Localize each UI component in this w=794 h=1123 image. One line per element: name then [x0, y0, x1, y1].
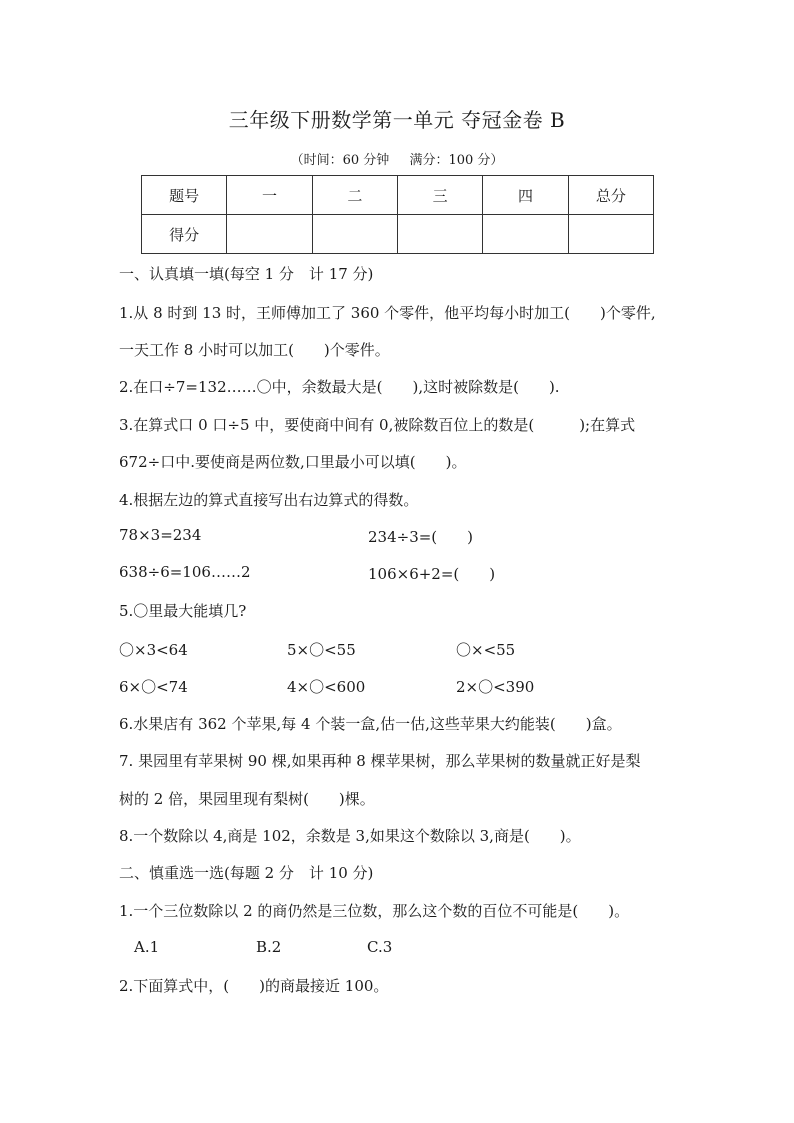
equation: 5×〇<55 — [287, 641, 356, 659]
question-text: 672÷口中.要使商是两位数,口里最小可以填( )。 — [119, 453, 467, 471]
score-cell: 题号 — [142, 176, 227, 215]
question-text: 5.〇里最大能填几? — [119, 602, 247, 620]
exam-score: 满分：100 分） — [409, 153, 504, 168]
page-title: 三年级下册数学第一单元 夺冠金卷 B — [228, 108, 566, 132]
equation: 〇×3<64 — [119, 641, 188, 659]
section-heading: 一、认真填一填(每空 1 分 计 17 分) — [119, 265, 374, 283]
score-blank-cell[interactable] — [483, 215, 568, 254]
section-heading: 二、慎重选一选(每题 2 分 计 10 分) — [119, 864, 374, 882]
question-text: 1.一个三位数除以 2 的商仍然是三位数，那么这个数的百位不可能是( )。 — [119, 902, 630, 920]
equation: 6×〇<74 — [119, 678, 188, 696]
score-blank-cell[interactable] — [397, 215, 482, 254]
equation: 4×〇<600 — [287, 678, 366, 696]
equation: 78×3=234 — [119, 526, 202, 544]
question-text: 2.在口÷7=132……〇中，余数最大是( ),这时被除数是( ). — [119, 378, 560, 396]
score-blank-cell[interactable] — [227, 215, 312, 254]
choice-option: B.2 — [256, 938, 282, 956]
question-text: 3.在算式口 0 口÷5 中，要使商中间有 0,被除数百位上的数是( );在算式 — [119, 416, 636, 434]
score-blank-cell[interactable] — [568, 215, 653, 254]
equation: 638÷6=106……2 — [119, 563, 251, 581]
exam-time: （时间：60 分钟 — [290, 153, 390, 168]
equation: 234÷3=( ) — [368, 528, 474, 546]
question-text: 树的 2 倍，果园里现有梨树( )棵。 — [119, 790, 375, 808]
question-text: 8.一个数除以 4,商是 102，余数是 3,如果这个数除以 3,商是( )。 — [119, 827, 581, 845]
score-cell: 一 — [227, 176, 312, 215]
score-table-score-row — [142, 215, 654, 254]
question-text: 6.水果店有 362 个苹果,每 4 个装一盒,估一估,这些苹果大约能装( )盒。 — [119, 715, 622, 733]
choice-option: A.1 — [134, 938, 160, 956]
score-cell: 得分 — [142, 215, 227, 254]
question-text: 一天工作 8 小时可以加工( )个零件。 — [119, 341, 390, 359]
exam-info — [0, 149, 794, 168]
score-blank-cell[interactable] — [312, 215, 397, 254]
equation: 2×〇<390 — [456, 678, 535, 696]
score-cell: 三 — [397, 176, 482, 215]
score-cell: 二 — [312, 176, 397, 215]
equation: 〇×<55 — [456, 641, 516, 659]
equation: 106×6+2=( ) — [368, 565, 496, 583]
question-text: 4.根据左边的算式直接写出右边算式的得数。 — [119, 491, 419, 509]
question-text: 7. 果园里有苹果树 90 棵,如果再种 8 棵苹果树，那么苹果树的数量就正好是梨 — [119, 752, 641, 770]
score-table — [141, 175, 654, 254]
score-cell: 总分 — [568, 176, 653, 215]
question-text: 2.下面算式中，( )的商最接近 100。 — [119, 977, 389, 995]
choice-option: C.3 — [367, 938, 393, 956]
score-cell: 四 — [483, 176, 568, 215]
question-text: 1.从 8 时到 13 时，王师傅加工了 360 个零件，他平均每小时加工( )个零件, — [119, 304, 656, 322]
score-table-header-row — [142, 176, 654, 215]
